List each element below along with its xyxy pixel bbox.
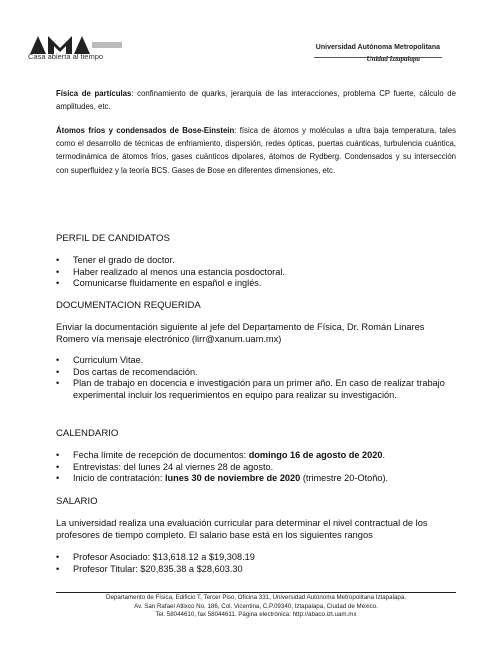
list-item: • Entrevistas: del lunes 24 al viernes 28 de agosto. [56, 462, 456, 474]
footer-address-1: Departamento de Física, Edificio T, Tercer Piso, Oficina 331, Universidad Autónoma Metropolitana Iztapalapa. [105, 594, 407, 601]
list-item: • Dos cartas de recomendación. [56, 367, 456, 379]
documentacion-list [56, 355, 456, 401]
header-divider [314, 57, 442, 58]
footer-address-2: Av. San Rafael Atlixco No. 186, Col. Vicentina, C.P.09340, Iztapalapa, Ciudad de México. [134, 602, 378, 610]
list-item: • Curriculum Vitae. [56, 355, 456, 367]
list-text: . [382, 450, 386, 460]
research-text: : física de átomos y moléculas a ultra baja temperatura, tales como el desarrollo de técnicas de enfriamiento, dispersión, redes ópticas, puertas cuánticas, turbulencia cuántica, termodinámica de átomos fríos, gases cuánticos dipolares, átomos de Rydberg. Condensados y su intersección con superfluidez y la teoría BCS. Gases de Bose en diferentes dimensiones, etc. [56, 126, 457, 175]
university-header [316, 44, 440, 63]
list-item: • Profesor Asociado: $13,618.12 a $19,308.19 [56, 552, 456, 564]
deadline-date: domingo 16 de agosto de 2020 [248, 450, 383, 460]
section-heading-documentacion: DOCUMENTACION REQUERIDA [56, 300, 201, 311]
salario-intro: La universidad realiza una evaluación curricular para determinar el nivel contractual de los profesores de tiempo completo. El salario base está en los siguientes rangos [56, 518, 428, 540]
research-particles [56, 87, 456, 113]
salario-list [56, 552, 456, 575]
calendario-list [56, 450, 456, 485]
footer-contact: Tel. 58044610, fax 58044611. Página electrónica: http://abaco.izt.uam.mx [155, 611, 357, 619]
start-date: lunes 30 de noviembre de 2020 [164, 473, 301, 484]
logo-slogan: Casa abierta al tiempo [28, 52, 104, 61]
university-name: Universidad Autónoma Metropolitana [315, 44, 440, 51]
list-item: • Haber realizado al menos una estancia posdoctoral. [56, 267, 456, 279]
list-item [56, 450, 456, 462]
footer [56, 594, 456, 620]
list-item: • Comunicarse fluidamente en español e inglés. [56, 278, 456, 290]
unit-name: Unidad Iztapalapa [366, 55, 420, 63]
section-heading-salario: SALARIO [56, 496, 98, 507]
list-item: • Tener el grado de doctor. [56, 255, 456, 267]
research-title: Física de partículas [56, 89, 132, 98]
section-heading-calendario: CALENDARIO [56, 428, 119, 439]
list-text: Fecha límite de recepción de documentos: [73, 450, 249, 460]
perfil-list [56, 255, 456, 290]
documentacion-intro: Enviar la documentación siguiente al jefe del Departamento de Física, Dr. Román Linares Romero vía mensaje electrónico (lirr@xanum.uam.mx) [56, 322, 425, 344]
research-cold-atoms [56, 124, 456, 177]
research-title: Átomos fríos y condensados de Bose-Einstein [56, 126, 235, 135]
list-item: • Profesor Titular: $20,835.38 a $28,603.30 [56, 564, 456, 576]
footer-divider [56, 592, 456, 593]
section-heading-perfil: PERFIL DE CANDIDATOS [56, 233, 170, 244]
list-text: Inicio de contratación: [73, 473, 165, 484]
list-item: • Plan de trabajo en docencia e investigación para un primer año. En caso de realizar trabajo experimental incluir los requerimientos en equipo para realizar su investigación. [56, 378, 456, 401]
list-text: (trimestre 20-Otoño). [300, 473, 389, 484]
list-item [56, 473, 456, 485]
research-text: : confinamiento de quarks, jerarquía de las interacciones, problema CP fuerte, cálculo de amplitudes, etc. [56, 89, 456, 112]
